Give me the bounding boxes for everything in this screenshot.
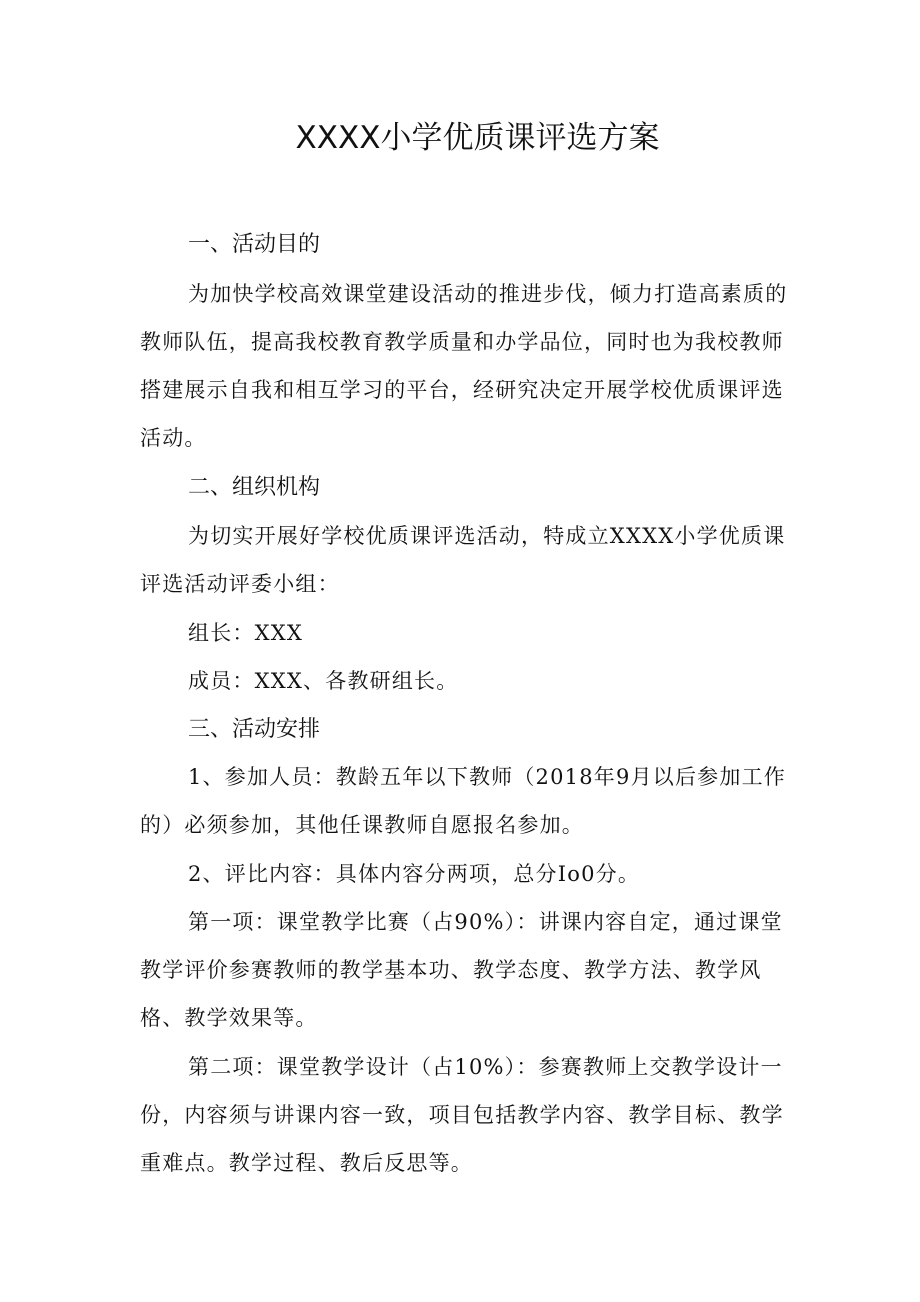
item-one-paragraph: 第一项：课堂教学比赛（占90%）：讲课内容自定，通过课堂教学评价参赛教师的教学基本功、教学态度、教学方法、教学风格、教学效果等。 <box>140 910 783 1030</box>
section-heading-organization: 二、组织机构 <box>188 475 321 500</box>
leader-line: 组长：XXX <box>188 621 304 645</box>
members-line: 成员：XXX、各教研组长。 <box>188 669 459 693</box>
organization-paragraph: 为切实开展好学校优质课评选活动，特成立XXXX小学优质课评选活动评委小组： <box>140 524 786 596</box>
content-paragraph: 2、评比内容：具体内容分两项，总分Io0分。 <box>188 862 641 886</box>
purpose-paragraph: 为加快学校高效课堂建设活动的推进步伐，倾力打造高素质的教师队伍，提高我校教育教学质量和办学品位，同时也为我校教师搭建展示自我和相互学习的平台，经研究决定开展学校优质课评选活动。 <box>140 282 788 450</box>
section-heading-arrangement: 三、活动安排 <box>188 717 321 742</box>
participants-paragraph: 1、参加人员：教龄五年以下教师（2018年9月以后参加工作的）必须参加，其他任课教师自愿报名参加。 <box>140 765 786 837</box>
item-two-paragraph: 第二项：课堂教学设计（占10%）：参赛教师上交教学设计一份，内容须与讲课内容一致，项目包括教学内容、教学目标、教学重难点。教学过程、教后反思等。 <box>140 1055 784 1175</box>
document-title: XXXX小学优质课评选方案 <box>295 120 660 156</box>
section-heading-purpose: 一、活动目的 <box>188 232 321 257</box>
